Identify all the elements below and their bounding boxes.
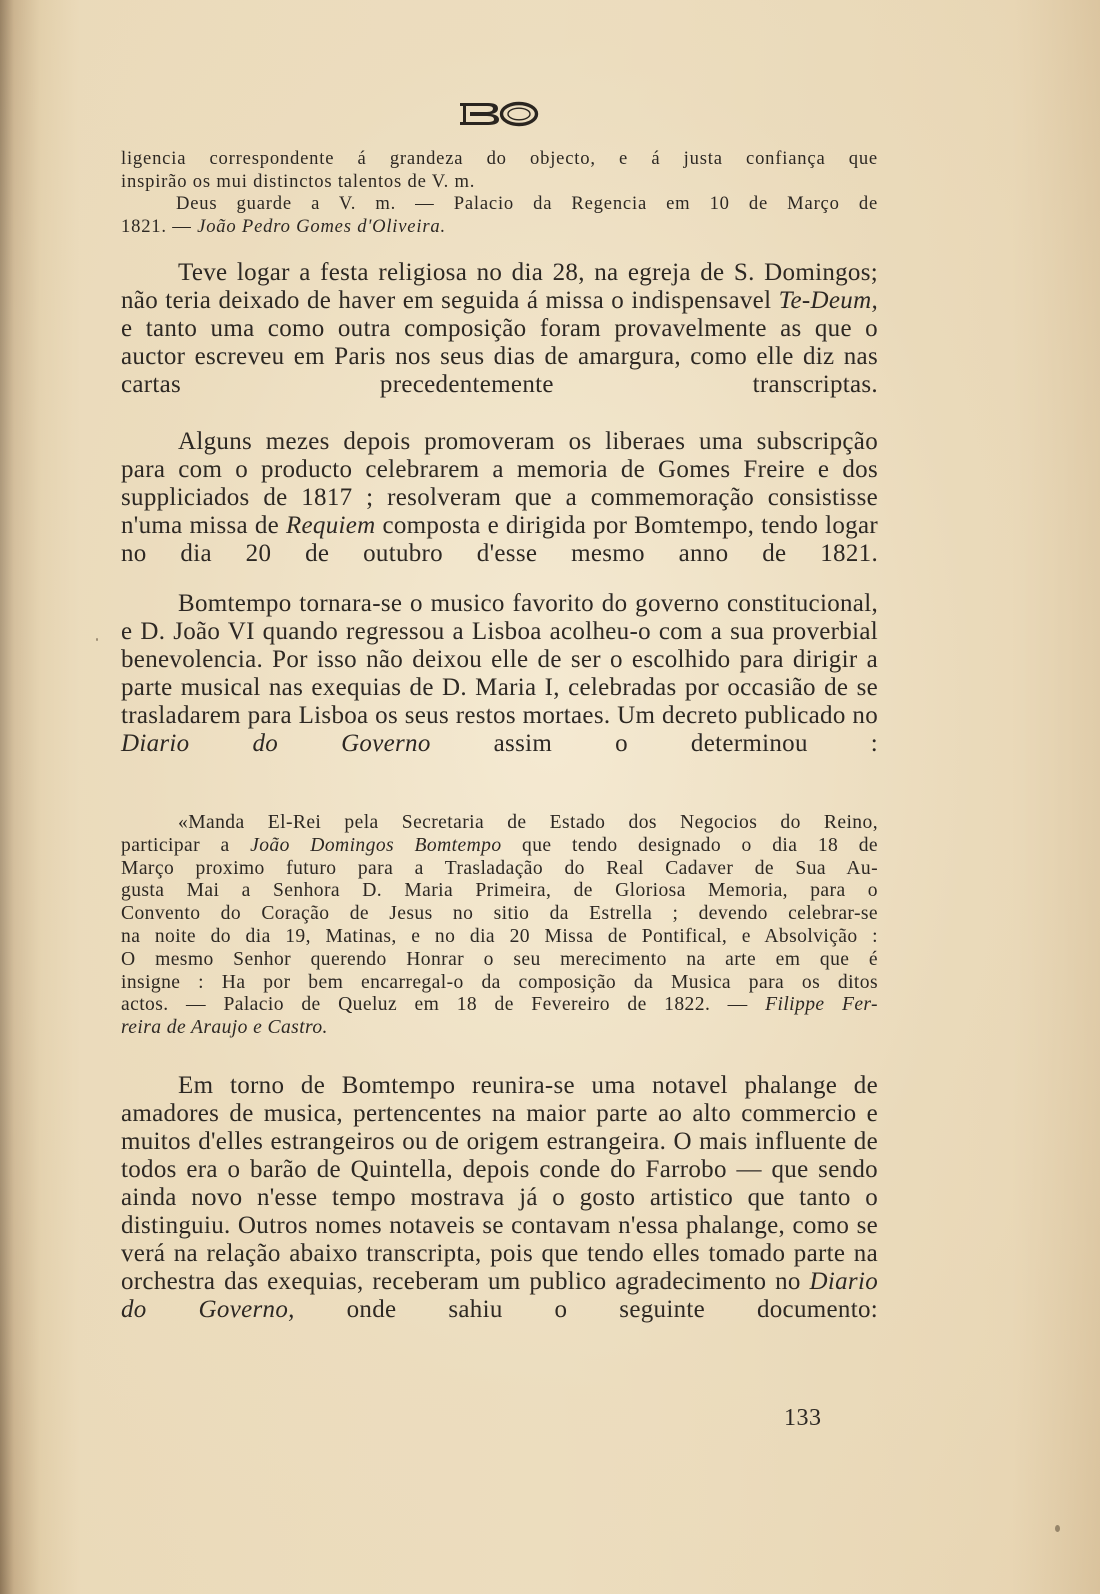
paragraph-3-text-a: Bomtempo tornara-se o musico favorito do governo constitucional, e D. João VI quando regressou a Lisboa acolheu-o com a sua proverbial benevolencia. Por isso não deixou elle de ser o escolhido para dirigir a parte musical nas exequias de D. Maria I, celebradas por occasião de se trasladarem para Lisboa os seus restos mortaes. Um decreto publicado no xyxy=(121,590,878,729)
paragraph-2-requiem: Requiem xyxy=(285,512,376,539)
letter-signature: João Pedro Gomes d'Oliveira. xyxy=(197,215,446,237)
paragraph-4 xyxy=(121,1072,878,1324)
letter-line-4 xyxy=(121,216,878,239)
page-number: 133 xyxy=(784,1405,822,1431)
decree-line-6: na noite do dia 19, Matinas, e no dia 20 Missa de Pontifical, e Absolvição : xyxy=(121,925,878,947)
decree-signatory-2: reira de Araujo e Castro. xyxy=(121,1017,328,1039)
paragraph-1 xyxy=(121,259,878,399)
letter-date: 1821. — xyxy=(121,215,198,237)
decree-line-3: Março proximo futuro para a Trasladação do Real Cadaver de Sua Au- xyxy=(121,857,878,879)
paragraph-3-text-c: assim o determinou : xyxy=(430,730,878,757)
paragraph-3 xyxy=(121,590,878,758)
paragraph-2-text-c: composta e dirigida por Bomtempo, tendo logar no dia 20 de outubro d'esse mesmo anno de 1821. xyxy=(121,512,878,567)
decree-line-2-a: participar a xyxy=(121,834,251,856)
decree-line-2-c: que tendo designado o dia 18 de xyxy=(501,834,878,856)
paragraph-2-text-a: Alguns mezes depois promoveram os liberaes uma subscripção para com o producto celebrarem a memoria de Gomes Freire e dos suppliciados de 1817 ; resolveram que a commemoração consistisse n'uma missa de xyxy=(121,428,878,539)
decree-line-9 xyxy=(121,994,878,1017)
letter-closing xyxy=(121,148,878,238)
paper-speck xyxy=(96,638,98,641)
decree-line-9-a: actos. — Palacio de Queluz em 18 de Fevereiro de 1822. — xyxy=(121,994,766,1016)
decree-line-10 xyxy=(121,1017,878,1040)
decree-line-4: gusta Mai a Senhora D. Maria Primeira, de Gloriosa Memoria, para o xyxy=(121,880,878,902)
bo-monogram-logo xyxy=(458,100,540,128)
decree-composer-name: João Domingos Bomtempo xyxy=(250,834,502,856)
paragraph-1-text-c: e tanto uma como outra composição foram provavelmente as que o auctor escreveu em Paris nos seus dias de amargura, como elle diz nas cartas precedentemente transcriptas. xyxy=(121,315,878,398)
decree-signatory-1: Filippe Fer- xyxy=(765,994,878,1016)
decree-line-8: insigne : Ha por bem encarregal-o da composição da Musica para os ditos xyxy=(121,971,878,993)
decree-line-2 xyxy=(121,835,878,858)
decree-line-5: Convento do Coração de Jesus no sitio da Estrella ; devendo celebrar-se xyxy=(121,903,878,925)
decree-line-7: O mesmo Senhor querendo Honrar o seu merecimento na arte em que é xyxy=(121,948,878,970)
letter-line-2: inspirão os mui distinctos talentos de V. m. xyxy=(121,170,476,192)
paragraph-1-te-deum: Te-Deum, xyxy=(778,287,878,314)
paragraph-2 xyxy=(121,428,878,568)
paragraph-4-end: onde sahiu o seguinte documento: xyxy=(294,1296,878,1323)
royal-decree-quote xyxy=(121,812,878,1040)
decree-line-1: «Manda El-Rei pela Secretaria de Estado dos Negocios do Reino, xyxy=(178,812,878,833)
paper-speck xyxy=(1055,1525,1060,1532)
paragraph-1-text-a: Teve logar a festa religiosa no dia 28, na egreja de S. Domingos; não teria deixado de haver em seguida á missa o indispensavel xyxy=(121,259,878,314)
paragraph-4-diario: Diario do Governo, xyxy=(121,1268,878,1323)
letter-line-1: ligencia correspondente á grandeza do objecto, e á justa confiança que xyxy=(121,148,878,169)
paragraph-4-text: Em torno de Bomtempo reunira-se uma notavel phalange de amadores de musica, pertencentes na maior parte ao alto commercio e muitos d'elles estrangeiros ou de origem estrangeira. O mais influente de todos era o barão de Quintella, depois conde do Farrobo — que sendo ainda novo n'esse tempo mostrava já o gosto artistico que tanto o distinguiu. Outros nomes notaveis se contavam n'essa phalange, como se verá na relação abaixo transcripta, pois que tendo elles tomado parte na orchestra das exequias, receberam um publico agradecimento no xyxy=(121,1072,878,1295)
paragraph-3-diario: Diario do Governo xyxy=(121,730,431,757)
letter-line-3: Deus guarde a V. m. — Palacio da Regencia em 10 de Março de xyxy=(176,193,878,214)
